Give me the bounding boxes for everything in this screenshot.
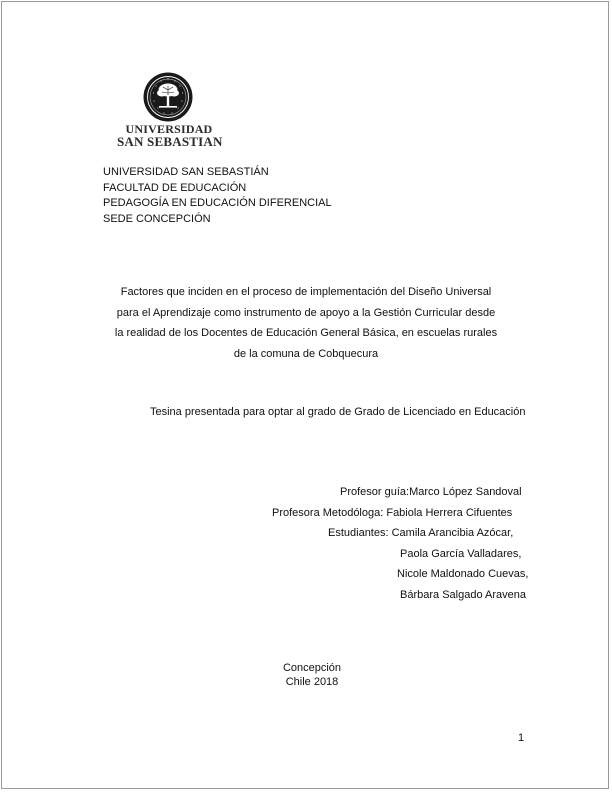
methodologist-line: Profesora Metodóloga: Fabiola Herrera Cifuentes [272, 506, 513, 519]
university-name: UNIVERSIDAD SAN SEBASTIÁN [103, 166, 269, 178]
program-name: PEDAGOGÍA EN EDUCACIÓN DIFERENCIAL [103, 197, 332, 209]
tree-emblem-icon [143, 72, 193, 122]
title-line: Factores que inciden en el proceso de implementación del Diseño Universal [120, 286, 492, 298]
faculty-name: FACULTAD DE EDUCACIÓN [103, 181, 247, 194]
students-line: Estudiantes: Camila Arancibia Azócar, [328, 527, 514, 539]
supervisor-line: Profesor guía:Marco López Sandoval [340, 486, 522, 498]
student-name: Bárbara Salgado Aravena [400, 588, 526, 601]
title-line: de la comuna de Cobquecura [233, 347, 379, 360]
place-date-block [262, 661, 362, 689]
thesis-title [80, 282, 532, 364]
campus-name: SEDE CONCEPCIÓN [103, 212, 211, 225]
title-line: la realidad de los Docentes de Educación General Básica, en escuelas rurales [114, 327, 498, 339]
title-line: para el Aprendizaje como instrumento de apoyo a la Gestión Curricular desde [116, 306, 496, 319]
country-year: Chile 2018 [285, 676, 339, 688]
institution-block [103, 165, 332, 227]
degree-statement: Tesina presentada para optar al grado de Grado de Licenciado en Educación [150, 406, 526, 418]
city: Concepción [282, 662, 342, 674]
page-number: 1 [518, 732, 525, 744]
student-name: Nicole Maldonado Cuevas, [397, 568, 529, 580]
student-name: Paola García Valladares, [400, 547, 522, 560]
logo-wordmark-line2: SAN SEBASTIAN [117, 134, 223, 149]
logo-wordmark-line1: UNIVERSIDAD [125, 122, 213, 136]
